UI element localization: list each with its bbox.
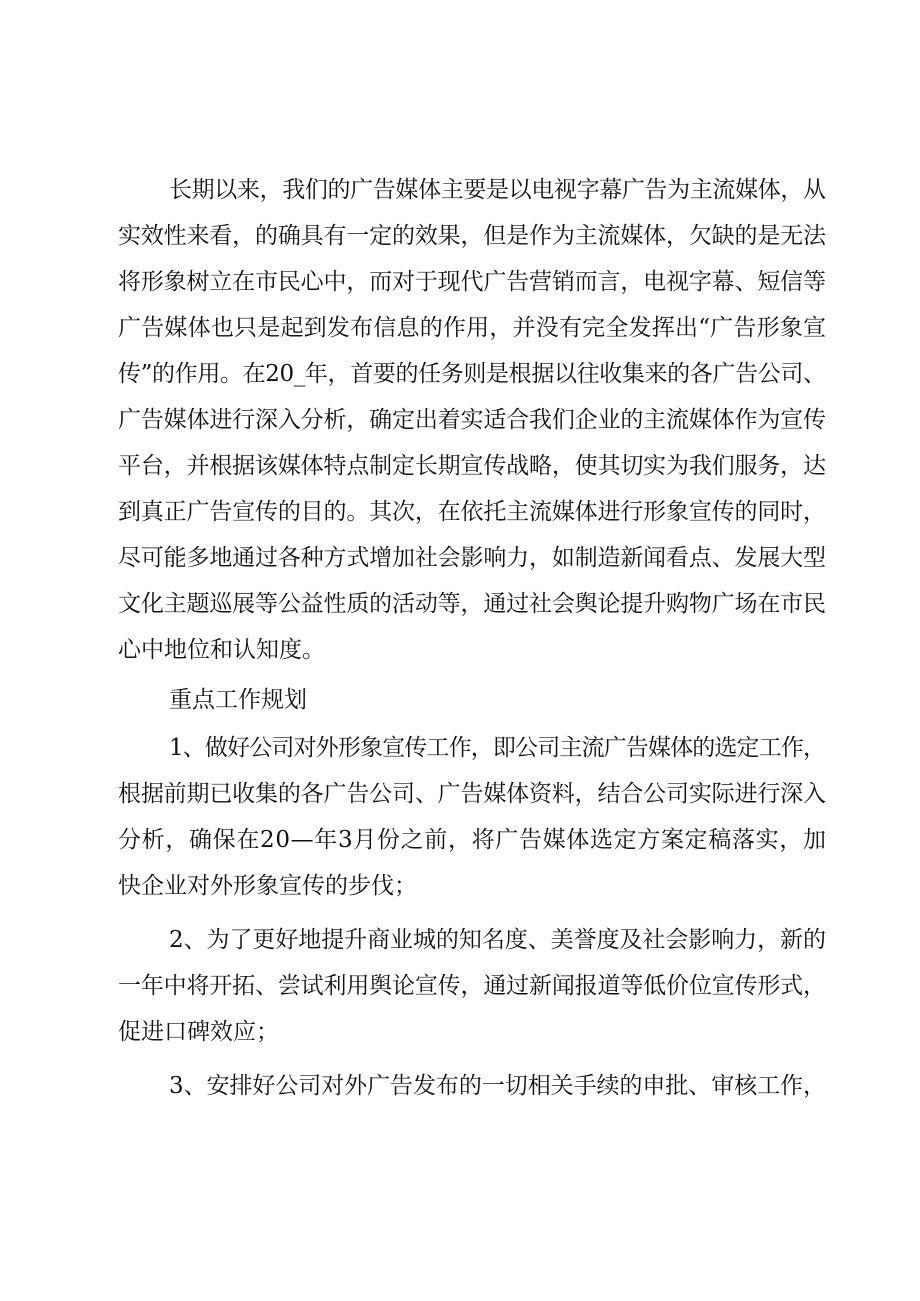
text-line: 心中地位和认知度。 bbox=[118, 637, 325, 663]
text-line: 2、为了更好地提升商业城的知名度、美誉度及社会影响力，新的 bbox=[169, 927, 826, 953]
text-line: 1、做好公司对外形象宣传工作，即公司主流广告媒体的选定工作， bbox=[169, 735, 826, 761]
text-line: 分析，确保在20—年3月份之前，将广告媒体选定方案定稿落实，加 bbox=[118, 827, 827, 853]
text-line: 广告媒体进行深入分析，确定出着实适合我们企业的主流媒体作为宣传 bbox=[118, 407, 826, 433]
text-line: 3、安排好公司对外广告发布的一切相关手续的申批、审核工作， bbox=[169, 1073, 826, 1099]
text-line: 传”的作用。在20_年，首要的任务则是根据以往收集来的各广告公司、 bbox=[118, 361, 826, 387]
heading-key-work-plan: 重点工作规划 bbox=[169, 687, 307, 713]
text-line: 将形象树立在市民心中，而对于现代广告营销而言，电视字幕、短信等 bbox=[118, 269, 826, 295]
text-line: 平台，并根据该媒体特点制定长期宣传战略，使其切实为我们服务，达 bbox=[118, 453, 826, 479]
text-line: 长期以来，我们的广告媒体主要是以电视字幕广告为主流媒体，从 bbox=[169, 177, 826, 203]
text-line: 实效性来看，的确具有一定的效果，但是作为主流媒体，欠缺的是无法 bbox=[118, 223, 826, 249]
text-line: 到真正广告宣传的目的。其次，在依托主流媒体进行形象宣传的同时， bbox=[118, 499, 826, 525]
text-line: 快企业对外形象宣传的步伐； bbox=[118, 873, 417, 899]
text-line: 促进口碑效应； bbox=[118, 1019, 279, 1045]
text-line: 根据前期已收集的各广告公司、广告媒体资料，结合公司实际进行深入 bbox=[118, 781, 826, 807]
text-line: 广告媒体也只是起到发布信息的作用，并没有完全发挥出“广告形象宣 bbox=[118, 315, 827, 341]
text-line: 尽可能多地通过各种方式增加社会影响力，如制造新闻看点、发展大型 bbox=[118, 545, 826, 571]
text-line: 一年中将开拓、尝试利用舆论宣传，通过新闻报道等低价位宣传形式， bbox=[118, 973, 826, 999]
text-line: 文化主题巡展等公益性质的活动等，通过社会舆论提升购物广场在市民 bbox=[118, 591, 826, 617]
